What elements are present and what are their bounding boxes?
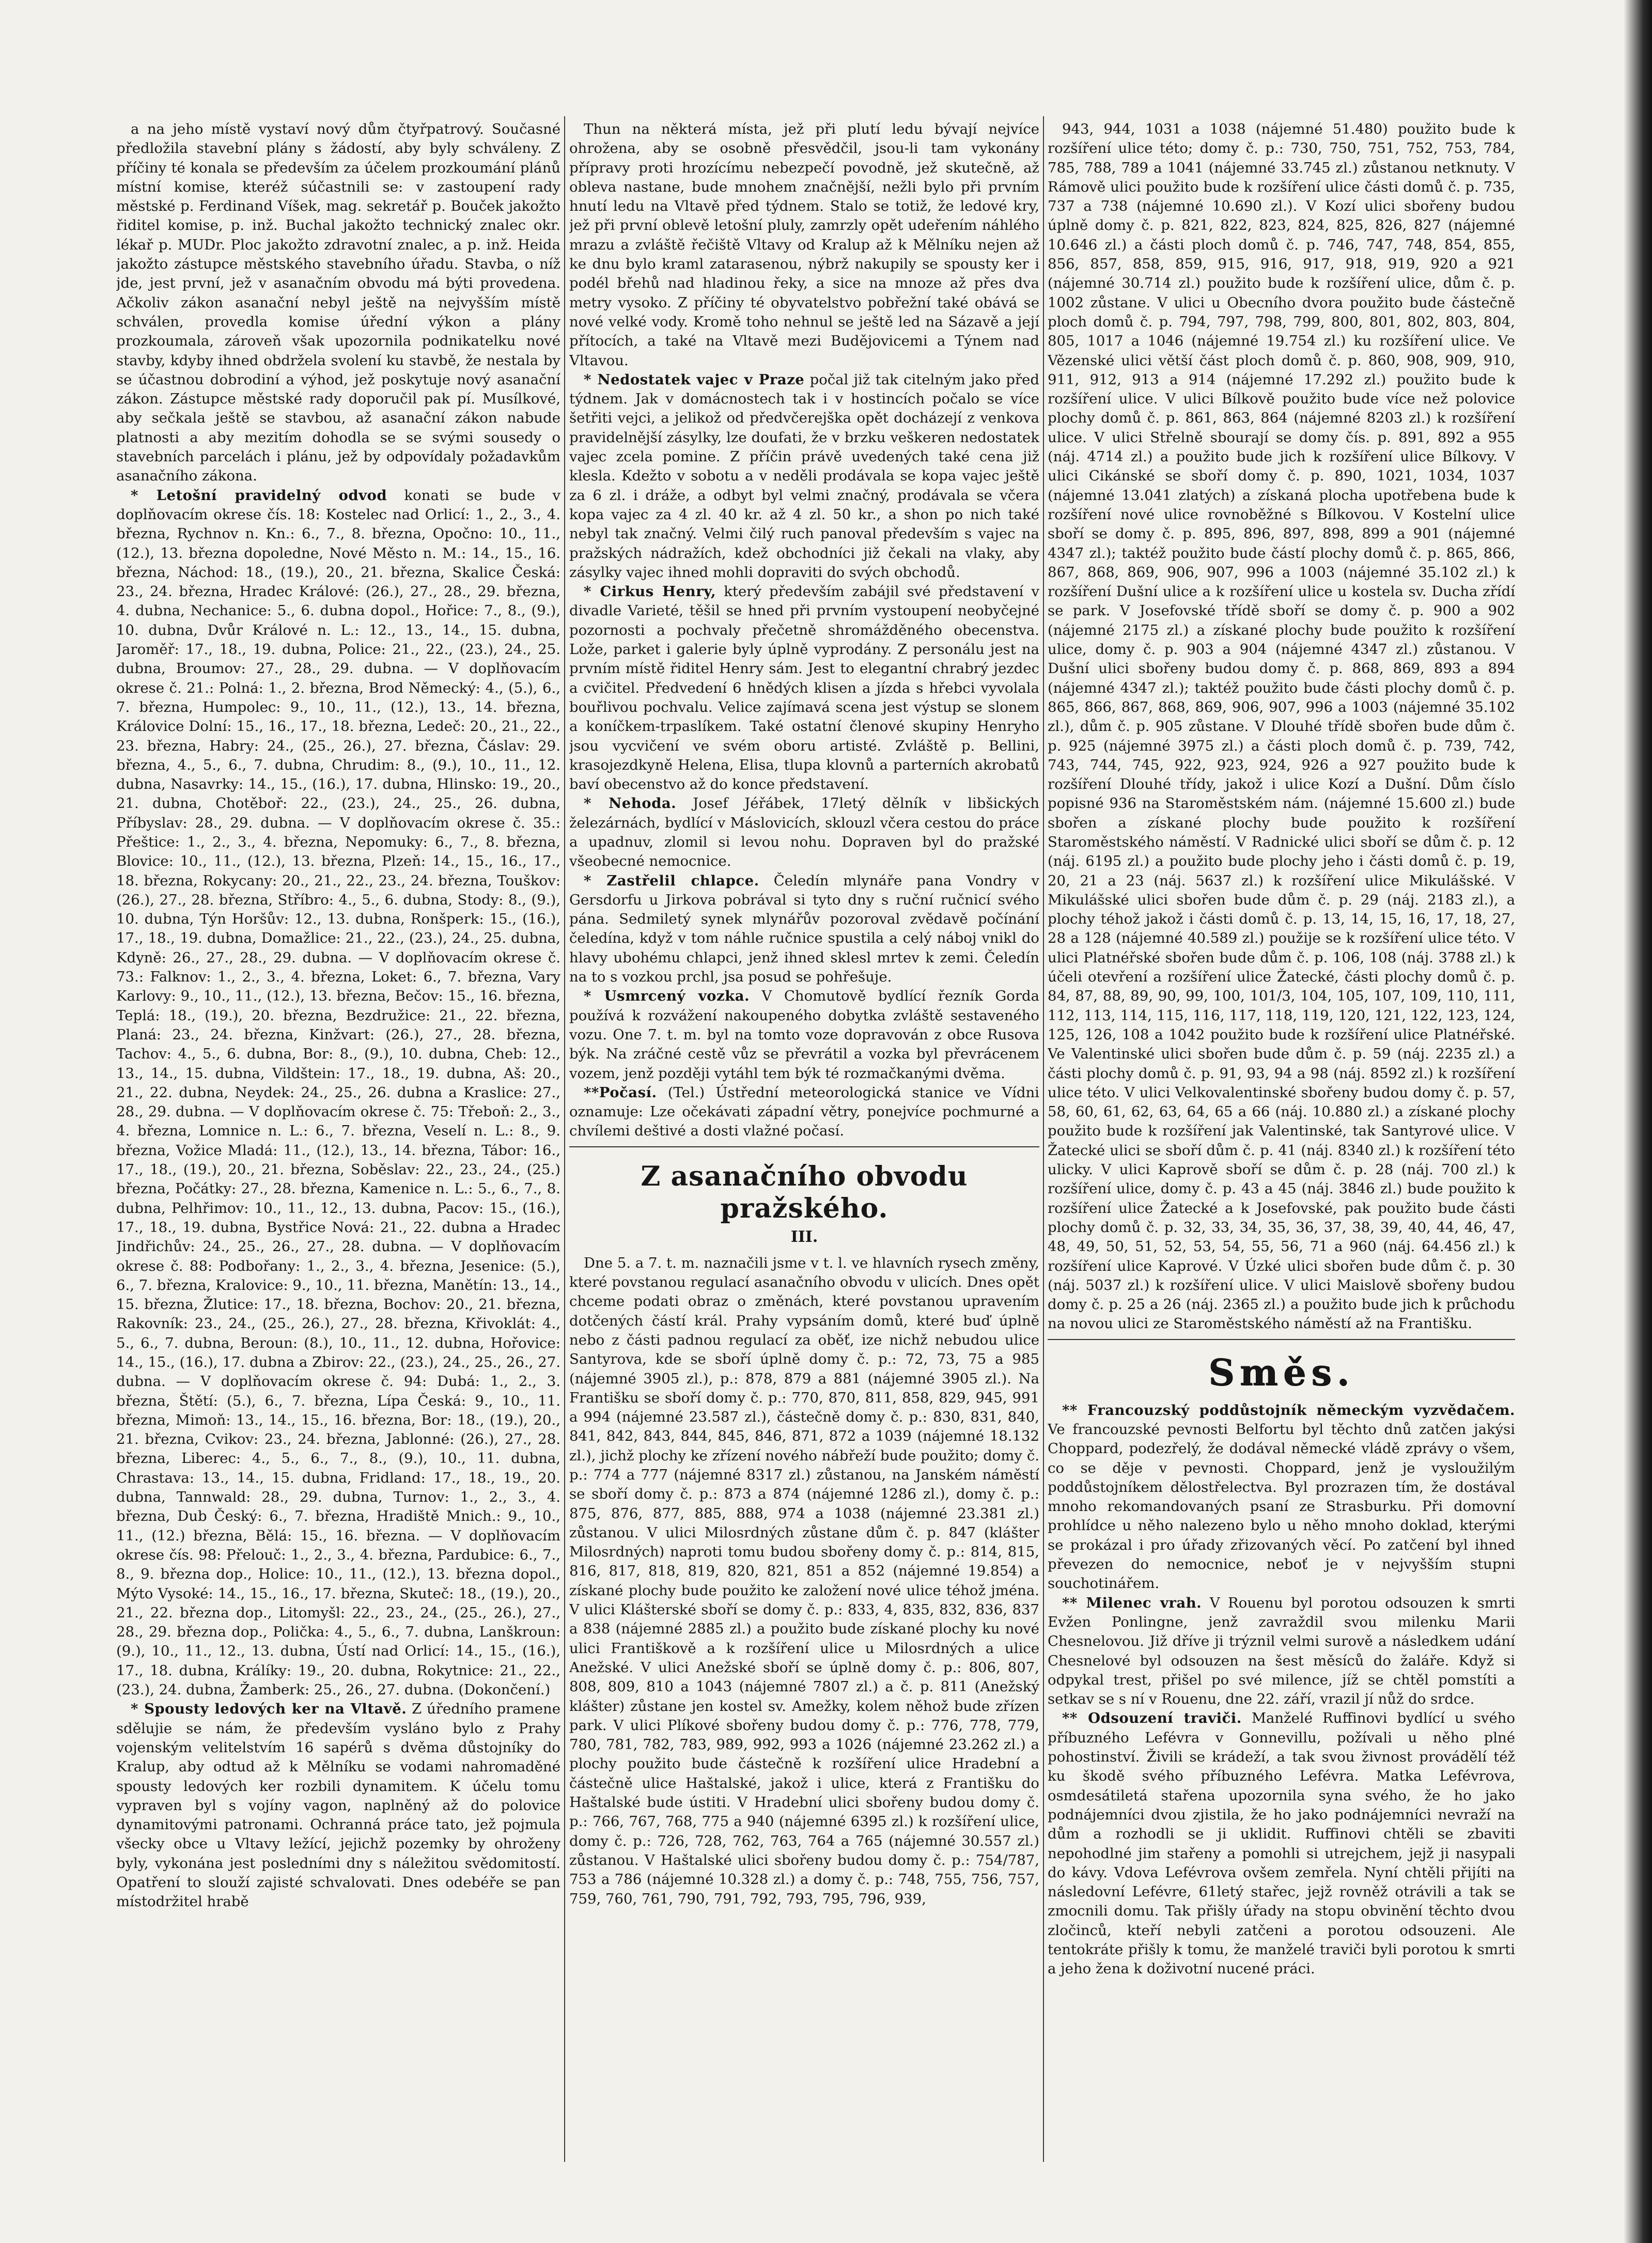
article-continuation: Thun na některá místa, jež při plutí ledu bývají nejvíce ohrožena, aby se osobně přesvědčil, jsou-li tam vykonány přípravy proti hrozícímu nebezpečí povodně, jež skutečně, až obleva nastane, bude mnohem značnější, nežli bylo při prvním hnutí ledu na Vltavě před týdnem. Stalo se totiž, že ledové kry, jež při první oblevě letošní pluly, zamrzly opět udeřením náhlého mrazu a zvláště řečiště Vltavy od Kralup až k Mělníku nejen až ke dnu bylo kraml zatarasenou, nýbrž nakupily se spousty ker i podél břehů nad hladinou řeky, a sice na mnoze až přes dva metry vysoko. Z příčiny té obyvatelstvo pobřežní také obává se nové velké vody. Kromě toho nehnul se ještě led na Sázavě a její přítocích, a také na Vltavě mezi Budějovicemi a Týnem nad Vltavou.	[569, 121, 1039, 369]
article-vozka	[569, 987, 1039, 1083]
article-nehoda-body: Josef Jéřábek, 17letý dělník v libšických železárnách, bydlící v Máslovicích, sklouzl včera cestou do práce a upadnuv, zlomil si levou nohu. Dopraven byl do pražské všeobecné nemocnice.	[569, 795, 1039, 870]
section-rule	[1048, 1339, 1515, 1340]
article-travici	[1048, 1709, 1515, 1979]
article-poddustojnik-body: Ve francouzské pevnosti Belfortu byl těchto dnů zatčen jakýsi Choppard, podezřelý, že dodával německé vládě zprávy o všem, co se děje v pevnosti. Choppard, jenž je vysloužilým poddůstojníkem dělostřelectva. Byl prozrazen tím, že dostával mnoho rekomandovaných psaní ze Strasburku. Při domovní prohlídce u něho nalezeno bylo u něho mnoho doklad, kterými se prokázal i pro úřady zřizovaných věcí. Po zatčení byl ihned převezen do nemocnice, neboť je v nejvyšším stupni souchotinářem.	[1048, 1421, 1515, 1592]
article-poddustojnik	[1048, 1401, 1515, 1594]
article-vrah-title: ** Milenec vrah.	[1062, 1594, 1202, 1611]
article-pocasi	[569, 1083, 1039, 1141]
section-rule	[569, 1146, 1039, 1147]
article-ker-body: Z úředního pramene sdělujie se nám, že především vysláno bylo z Prahy vojenským velitelstvím 16 sapérů s dvěma důstojníky do Kralup, aby odtud až k Mělníku se vodami nahromaděné spousty ledových ker rozbili dynamitem. K účelu tomu vypraven byl s vojíny vagon, naplněný až do polovice dynamitovými patronami. Ochranná práce tato, jež pojmula všecky obce u Vltavy ležící, jejichž pozemky by ohroženy byly, vykonána jest posledními dny s náležitou svědomitostí. Opatření to slouží zajisté schvalovati. Dnes odebéře se pan místodržitel hrabě	[116, 1701, 560, 1910]
article-travici-body: Manželé Ruffinovi bydlící u svého příbuzného Lefévra v Gonnevillu, požívali u něho plné pohostinství. Živili se krádeží, a tak svou živnost provádělí též ku škodě svého příbuzného Lefévra. Matka Lefévrova, osmdesátiletá stařena upozornila syna svého, že ho jako podnájemníci dvou zjistila, že ho jako podnájemníci nevraží na dům a rozhodli se ji uklidit. Ruffinovi chtěli se zbaviti nepohodlné jim stařeny a pomohli si utrejchem, jejž ji nasypali do kávy. Vdova Lefévrova ovšem zemřela. Nyní chtěli přijíti na následovní Lefévre, 61letý stařec, jejž rovněž otrávili a tak se zmocnili domu. Tak přišly úřady na stopu obvinění těchto dvou zločinců, kteří nebyli zatčeni a porotou odsouzeni. Ale tentokráte přišly k tomu, že manželé traviči byli porotou k smrti a jeho žena k doživotní nucené práci.	[1048, 1710, 1515, 1977]
article-vozka-body: V Chomutově bydlící řezník Gorda používá k rozvážení nakoupeného dobytka zvláště sestaveného vozu. One 7. t. m. byl na tomto voze dopravován z obce Rusova býk. Na zráčné cestě vůz se převrátil a vozka byl převrácenem vozem, jenž později vytáhl tem býk té rozmačkanými dvěma.	[569, 988, 1039, 1082]
article-pocasi-body: (Tel.) Ústřední meteorologická stanice ve Vídni oznamuje: Lze očekávati západní větry, ponejvíce pochmurné a chvílemi deštivé a dosti vlažné počasí.	[569, 1084, 1039, 1140]
section-subheading: III.	[790, 1227, 818, 1246]
column-1	[116, 120, 560, 2176]
article-asanace: Dne 5. a 7. t. m. naznačili jsme v t. l. ve hlavních rysech změny, které povstanou regulací asanačního obvodu v ulicích. Dnes opět chceme podati obraz o změnách, které povstanou upravením dotčených částí král. Prahy vypsáním domů, které buď úplně nebo z části padnou regulací za oběť, ize nichž nebudou ulice Santyrova, kde se sboří úplně domy č. p.: 72, 73, 75 a 985 (nájemné 3905 zl.), p.: 878, 879 a 881 (nájemné 3905 zl.). Na Františku se sboří domy č. p.: 770, 870, 811, 858, 829, 945, 991 a 994 (nájemné 23.587 zl.), částečně domy č. p.: 830, 831, 840, 841, 842, 843, 844, 845, 846, 871, 872 a 1039 (nájemné 18.132 zl.), jichž plochy ke zřízení nového nábřeží bude použito; domy č. p.: 774 a 777 (nájemné 8317 zl.) zůstanou, na Janském náměstí se sboří domy č. p.: 873 a 874 (nájemné 1286 zl.), domy č. p.: 875, 876, 877, 885, 888, 974 a 1038 (nájemné 23.381 zl.) zůstanou. V ulici Milosrdných zůstane dům č. p. 847 (klášter Milosrdných) naproti tomu budou sbořeny domy č. p.: 814, 815, 816, 817, 818, 819, 820, 821, 851 a 852 (nájemné 19.854) a získané plochy bude použito ke založení nové ulice téhož jména. V ulici Klášterské sboří se domy č. p.: 833, 4, 835, 832, 836, 837 a 838 (nájemné 2885 zl.) a použito bude získané plochy ku nové ulici Františkově a k rozšíření ulice u Milosrdných a ulice Anežské. V ulici Anežské sboří se úplně domy č. p.: 806, 807, 808, 809, 810 a 1043 (nájemné 7807 zl.) a č. p. 811 (Anežský klášter) zůstane jen kostel sv. Amežky, kolem něhož bude zřízen park. V ulici Plíkové sbořeny budou domy č. p.: 776, 778, 779, 780, 781, 782, 783, 989, 992, 993 a 1026 (nájemné 23.262 zl.) a plochy použito bude částečně k rozšíření ulice Hradební a částečně ulice Haštalské, jakož i ulice, která z Františku do Haštalské bude ústiti. V Hradební ulici sbořeny budou domy č. p.: 766, 767, 768, 775 a 940 (nájemné 6395 zl.) k rozšíření ulice, domy č. p.: 726, 728, 762, 763, 764 a 765 (nájemné 30.557 zl.) zůstanou. V Haštalské ulici sbořeny budou domy č. p.: 754/787, 753 a 786 (nájemné 10.328 zl.) a domy č. p.: 748, 755, 756, 757, 759, 760, 761, 790, 791, 792, 793, 795, 796, 939,	[569, 1254, 1039, 1907]
article-poddustojnik-title: ** Francouzský poddůstojník německým vyzvědačem.	[1062, 1401, 1515, 1419]
article-odvod-body: konati se bude v doplňovacím okrese čís. 18: Kostelec nad Orlicí: 1., 2., 3., 4. března, Rychnov n. Kn.: 6., 7., 8. března, Opočno: 10., 11., (12.), 13. března dopoledne, Nové Město n. M.: 14., 15., 16. března, Náchod: 18., (19.), 20., 21. března, Skalice Česká: 23., 24. března, Hradec Králové: (26.), 27., 28., 29. března, 4. dubna, Nechanice: 5., 6. dubna dopol., Hořice: 7., 8., (9.), 10. dubna, Dvůr Králové n. L.: 12., 13., 14., 15. dubna, Jaroměř: 17., 18., 19. dubna, Police: 21., 22., (23.), 24., 25. dubna, Broumov: 27., 28., 29. dubna. — V doplňovacím okrese č. 21.: Polná: 1., 2. března, Brod Německý: 4., (5.), 6., 7. března, Humpolec: 9., 10., 11., (12.), 13., 14. března, Královice Dolní: 15., 16., 17., 18. března, Ledeč: 20., 21., 22., 23. března, Habry: 24., (25., 26.), 27. března, Čáslav: 29. března, 4., 5., 6., 7. dubna, Chrudim: 8., (9.), 10., 11., 12. dubna, Nasavrky: 14., 15., (16.), 17. dubna, Hlinsko: 19., 20., 21. dubna, Chotěboř: 22., (23.), 24., 25., 26. dubna, Příbyslav: 28., 29. dubna. — V doplňovacím okrese č. 35.: Přeštice: 1., 2., 3., 4. března, Nepomuky: 6., 7., 8. března, Blovice: 10., 11., (12.), 13. března, Plzeň: 14., 15., 16., 17., 18. března, Rokycany: 20., 21., 22., 23., 24. března, Touškov: (26.), 27., 28. března, Stříbro: 4., 5., 6. dubna, Stody: 8., (9.), 10. dubna, Týn Horšův: 12., 13. dubna, Ronšperk: 15., (16.), 17., 18., 19. dubna, Domažlice: 21., 22., (23.), 24., 25. dubna, Kdyně: 26., 27., 28., 29. dubna. — V doplňovacím okrese č. 73.: Falknov: 1., 2., 3., 4. března, Loket: 6., 7. března, Vary Karlovy: 9., 10., 11., (12.), 13. března, Bečov: 15., 16. března, Teplá: 18., (19.), 20. března, Bezdružice: 21., 22. března, Planá: 23., 24. března, Kinžvart: (26.), 27., 28. března, Tachov: 4., 5., 6. dubna, Bor: 8., (9.), 10. dubna, Cheb: 12., 13., 14., 15. dubna, Vildštein: 17., 18., 19. dubna, Aš: 20., 21., 22. dubna, Neydek: 24., 25., 26. dubna a Kraslice: 27., 28., 29. dubna. — V doplňovacím okrese č. 75: Třeboň: 2., 3., 4. března, Lomnice n. L.: 6., 7. března, Veselí n. L.: 8., 9. března, Vožice Mladá: 11., (12.), 13., 14. března, Tábor: 16., 17., 18., (19.), 20., 21. března, Soběslav: 22., 23., 24., (25.) března, Počátky: 27., 28. března, Kamenice n. L.: 5., 6., 7., 8. dubna, Pelhřimov: 10., 11., 12., 13. dubna, Pacov: 15., (16.), 17., 18., 19. dubna, Bystřice Nová: 21., 22. dubna a Hradec Jindřichův: 24., 25., 26., 27., 28. dubna. — V doplňovacím okrese č. 88: Podbořany: 1., 2., 3., 4. března, Jesenice: (5.), 6., 7. března, Kralovice: 9., 10., 11. března, Manětín: 13., 14., 15. března, Žlutice: 17., 18. března, Bochov: 20., 21. března, Rakovník: 23., 24., (25., 26.), 27., 28. března, Křivoklát: 4., 5., 6., 7. dubna, Beroun: (8.), 10., 11., 12. dubna, Hořovice: 14., 15., (16.), 17. dubna a Zbirov: 22., (23.), 24., 25., 26., 27. dubna. — V doplňovacím okrese č. 94: Dubá: 1., 2., 3. března, Štětí: (5.), 6., 7. března, Lípa Česká: 9., 10., 11. března, Mimoň: 13., 14., 15., 16. března, Bor: 18., (19.), 20., 21. března, Cvikov: 23., 24. března, Jablonné: (26.), 27., 28. března, Liberec: 4., 5., 6., 7., 8., (9.), 10., 11. dubna, Chrastava: 13., 14., 15. dubna, Fridland: 17., 18., 19., 20. dubna, Tannwald: 28., 29. dubna, Turnov: 1., 2., 3., 4. března, Dub Český: 6., 7. března, Hradiště Mnich.: 9., 10., 11., (12.) března, Bělá: 15., 16. března. — V doplňovacím okrese čís. 98: Přelouč: 1., 2., 3., 4. března, Pardubice: 6., 7., 8., 9. března dop., Holice: 10., 11., (12.), 13. března dopol., Mýto Vysoké: 14., 15., 16., 17. března, Skuteč: 18., (19.), 20., 21., 22. března dop., Litomyšl: 22., 23., 24., (25., 26.), 27., 28., 29. března dop., Polička: 4., 5., 6., 7. dubna, Lanškroun: (9.), 10., 11., 12., 13. dubna, Ústí nad Orlicí: 14., 15., (16.), 17., 18. dubna, Králíky: 19., 20. dubna, Rokytnice: 21., 22., (23.), 24. dubna, Žamberk: 25., 26., 27. dubna. (Dokončení.)	[116, 487, 560, 1699]
page-edge-shadow	[1624, 0, 1652, 2243]
article-nehoda	[569, 794, 1039, 871]
article-vajec	[569, 370, 1039, 582]
article-vajec-body: počal již tak citelným jako před týdnem. Jak v domácnostech tak i v hostincích počalo se více šetřiti vejci, a jelikož od předvčerejška opět docházejí z venkova pravidelnější zásylky, lze doufati, že v brzku veškeren nedostatek vajec zcela pomine. Z příčin právě uvedených také cena již klesla. Kdežto v sobotu a v neděli prodávala se kopa vajec ještě za 6 zl. i dráže, a odbyt byl velmi značný, prodávala se včera kopa vajec za 4 zl. 40 kr. až 4 zl. 50 kr., a shon po nich také nebyl tak značný. Velmi čilý ruch panoval především s vajec na pražských nádražích, kdež obchodníci již čekali na vlaky, aby zásylky vajec ihned mohli dopraviti do svých obchodů.	[569, 371, 1039, 581]
article-odvod	[116, 486, 560, 1700]
article-ker-title: * Spousty ledových ker na Vltavě.	[131, 1701, 407, 1718]
article-vrah-body: V Rouenu byl porotou odsouzen k smrti Evžen Ponlingne, jenž zavraždil svou milenku Marii Chesnelovou. Již dříve ji trýznil velmi surově a následkem udání Chesnelové byl odsouzen na šest měsíců do žaláře. Když si odpykal trest, přišel po své milence, jíž se chtěl pomstíti a setkav se s ní v Rouenu, dne 22. září, vrazil jí nůž do srdce.	[1048, 1594, 1515, 1708]
article-henry-body: který především zabájil své představení v divadle Varieté, těšil se hned při prvním vystoupení neobyčejné pozornosti a pochvaly přečetně shromážděného obecenstva. Lože, parket i galerie byly úplně vyprodány. Z personálu jest na prvním místě řiditel Henry sám. Jest to elegantní chrabrý jezdec a cvičitel. Předvedení 6 hnědých klisen a jízda s hřebci vyvolala bouřlivou pochvalu. Velice zajímavá scena jest výstup se slonem a koníčkem-trpaslíkem. Také ostatní členové skupiny Henryho jsou vycvičení ve svém oboru artisté. Zvláště p. Bellini, krasojezdkyně Helena, Elisa, tlupa klovnů a parterních akrobatů baví obecenstvo až do konce představení.	[569, 583, 1039, 793]
article-chlapec	[569, 871, 1039, 987]
article-intro: a na jeho místě vystaví nový dům čtyřpatrový. Současné předložila stavební plány s žádostí, aby byly schváleny. Z příčiny té konala se především za účelem prozkoumání plánů místní komise, kteréž súčastnili se: v zastoupení rady městské p. Ferdinand Víšek, mag. sekretář p. Bouček jakožto řiditel komise, p. inž. Buchal jakožto technický znalec okr. lékař p. MUDr. Ploc jakožto zdravotní znalec, a p. inž. Heida jakožto zástupce městského stavebního úřadu. Stavba, o níž jde, jest první, jež v asanačním obvodu má býti provedena. Ačkoliv zákon asanační nebyl ještě na nejvyšším místě schválen, provedla komise úřední výkon a plány prozkoumala, zároveň však upozornila podnikatelku nové stavby, kdyby ihned obdržela svolení ku stavbě, že nestala by se účastnou dobrodiní a výhod, jež poskytuje nový asanační zákon. Zástupce městské rady doporučil pak pí. Musílkové, aby sečkala ještě se stavbou, až asanační zákon nabude platnosti a aby mezitím dohodla se se svými sousedy o stavebních parcelách i plánu, jež by odpovídaly požadavkům asanačního zákona.	[116, 121, 560, 485]
article-pocasi-title: **Počasí.	[584, 1084, 657, 1101]
column-divider	[1043, 116, 1044, 2162]
article-travici-title: ** Odsouzení traviči.	[1062, 1710, 1242, 1727]
miscellany-title: Směs.	[1208, 1350, 1354, 1394]
article-chlapec-body: Čeledín mlynáře pana Vondry v Gersdorfu u Jirkova pobrával si tyto dny s ruční ručnicí svého pána. Sedmiletý synek mlynářův pozoroval zvědavě počínání čeledína, když v tom náhle ručnice spustila a celý náboj vnikl do hlavy ubohému chlapci, jenž ihned sklesl mrtev k zemi. Čeledín na to s vozkou prchl, jsa posud se pohřešuje.	[569, 872, 1039, 986]
article-vozka-title: * Usmrcený vozka.	[584, 988, 750, 1005]
article-chlapec-title: * Zastřelil chlapce.	[584, 872, 759, 889]
article-vajec-title: * Nedostatek vajec v Praze	[584, 371, 805, 388]
article-odvod-title: * Letošní pravidelný odvod	[131, 487, 387, 504]
article-vrah	[1048, 1594, 1515, 1709]
article-henry	[569, 582, 1039, 794]
article-nehoda-title: * Nehoda.	[584, 795, 677, 812]
article-asanace-continued: 943, 944, 1031 a 1038 (nájemné 51.480) použito bude k rozšíření ulice této; domy č. p.: 730, 750, 751, 752, 753, 784, 785, 788, 789 a 1041 (nájemné 33.745 zl.) zůstanou netknuty. V Rámově ulici použito bude k rozšíření ulice části domů č. p. 735, 737 a 738 (nájemné 10.690 zl.). V Kozí ulici sbořeny budou úplně domy č. p. 821, 822, 823, 824, 825, 826, 827 (nájemné 10.646 zl.) a části ploch domů č. p. 746, 747, 748, 854, 855, 856, 857, 858, 859, 915, 916, 917, 918, 919, 920 a 921 (nájemné 30.714 zl.) použito bude k rozšíření ulice, dům č. p. 1002 zůstane. V ulici u Obecního dvora použito bude částečně ploch domů č. p. 794, 797, 798, 799, 800, 801, 802, 803, 804, 805, 1017 a 1046 (nájemné 19.754 zl.) ku rozšíření ulice. Ve Vězenské ulici větší část ploch domů č. p. 860, 908, 909, 910, 911, 912, 913 a 914 (nájemné 17.292 zl.) použito bude k rozšíření ulice. V ulici Bílkově použito bude více než polovice plochy domů č. p. 861, 863, 864 (nájemné 8203 zl.) k rozšíření ulice. V ulici Střelně sbourají se domy čís. p. 891, 892 a 955 (náj. 4714 zl.) a použito bude jich k rozšíření ulice Bílkovy. V ulici Cikánské se sboří domy č. p. 890, 1021, 1034, 1037 (nájemné 13.041 zlatých) a získaná plocha upotřebena bude k rozšíření nové ulice rovnoběžné s Bílkovou. V Kostelní ulice sboří se domy č. p. 895, 896, 897, 898, 899 a 901 (nájemné 4347 zl.); taktéž použito bude částí plochy domů č. p. 865, 866, 867, 868, 869, 906, 907, 996 a 1003 (nájemné 35.102 zl.) k rozšíření Dušní ulice a k rozšíření ulice u kostela sv. Ducha zřídí se park. V Josefovské třídě sboří se domy č. p. 900 a 902 (nájemné 2175 zl.) a získané plochy bude použito k rozšíření ulice, domy č. p. 903 a 904 (nájemné 4347 zl.) zůstanou. V Dušní ulici sbořeny budou domy č. p. 868, 869, 893 a 894 (nájemné 4347 zl.); taktéž použito bude části plochy domů č. p. 865, 866, 867, 868, 869, 906, 907, 996 a 1003 (nájemné 35.102 zl.), dům č. p. 905 zůstane. V Dlouhé třídě sbořen bude dům č. p. 925 (nájemné 3975 zl.) a části ploch domů č. p. 739, 742, 743, 744, 745, 922, 923, 924, 926 a 927 použito bude k rozšíření Dlouhé třídy, jakož i ulice Kozí a Dušní. Dům číslo popisné 936 na Staroměstském nám. (nájemné 15.600 zl.) bude sbořen a získané plochy bude použito k rozšíření Staroměstského náměstí. V Radnické ulici sboří se dům č. p. 12 (náj. 6195 zl.) a použito bude plochy jeho i části domů č. p. 19, 20, 21 a 23 (náj. 5637 zl.) k rozšíření ulice Mikulášské. V Mikulášské ulici sbořen bude dům č. p. 29 (náj. 2183 zl.), a plochy téhož jakož i části domů č. p. 13, 14, 15, 16, 17, 18, 27, 28 a 128 (nájemné 40.589 zl.) použije se k rozšíření ulice této. V ulici Platnéřské sbořen bude dům č. p. 106, 108 (náj. 3788 zl.) k účeli otevření a rozšíření ulice Žatecké, části plochy domů č. p. 84, 87, 88, 89, 90, 99, 100, 101/3, 104, 105, 107, 109, 110, 111, 112, 113, 114, 115, 116, 117, 118, 119, 120, 121, 122, 123, 124, 125, 126, 108 a 1042 použito bude k rozšíření ulice Platnéřské. Ve Valentinské ulici sbořen bude dům č. p. 59 (náj. 2235 zl.) a části plochy domů č. p. 91, 93, 94 a 98 (náj. 8592 zl.) k rozšíření ulice této. V ulici Velkovalentinské sbořeny budou domy č. p. 57, 58, 60, 61, 62, 63, 64, 65 a 66 (náj. 10.880 zl.) a získané plochy použito bude k rozšíření jak Valentinské, tak Santyrové ulice. V Žatecké ulici se sboří dům č. p. 41 (náj. 8340 zl.) k rozšíření této ulicky. V ulici Kaprově sboří se dům č. p. 28 (náj. 700 zl.) k rozšíření ulice, domy č. p. 43 a 45 (náj. 3846 zl.) bude použito k rozšíření ulice Žatecké a k Josefovské, pak použito bude části plochy domů č. p. 32, 33, 34, 35, 36, 37, 38, 39, 40, 44, 46, 47, 48, 49, 50, 51, 52, 53, 54, 55, 56, 71 a 960 (náj. 64.456 zl.) k rozšíření ulice Kaprové. V Úzké ulici sbořen bude dům č. p. 30 (náj. 5037 zl.) k rozšíření ulice. V ulici Maislově sbořeny budou domy č. p. 25 a 26 (náj. 2365 zl.) a použito bude jich k průchodu na novou ulici ze Staroměstského náměstí až na Františku.	[1048, 121, 1515, 1332]
column-3	[1048, 120, 1515, 2176]
section-heading: Z asanačního obvodu pražského.	[641, 1160, 968, 1224]
column-2	[569, 120, 1039, 2176]
article-ker	[116, 1700, 560, 1911]
column-divider	[564, 116, 565, 2162]
article-henry-title: * Cirkus Henry,	[584, 583, 716, 600]
